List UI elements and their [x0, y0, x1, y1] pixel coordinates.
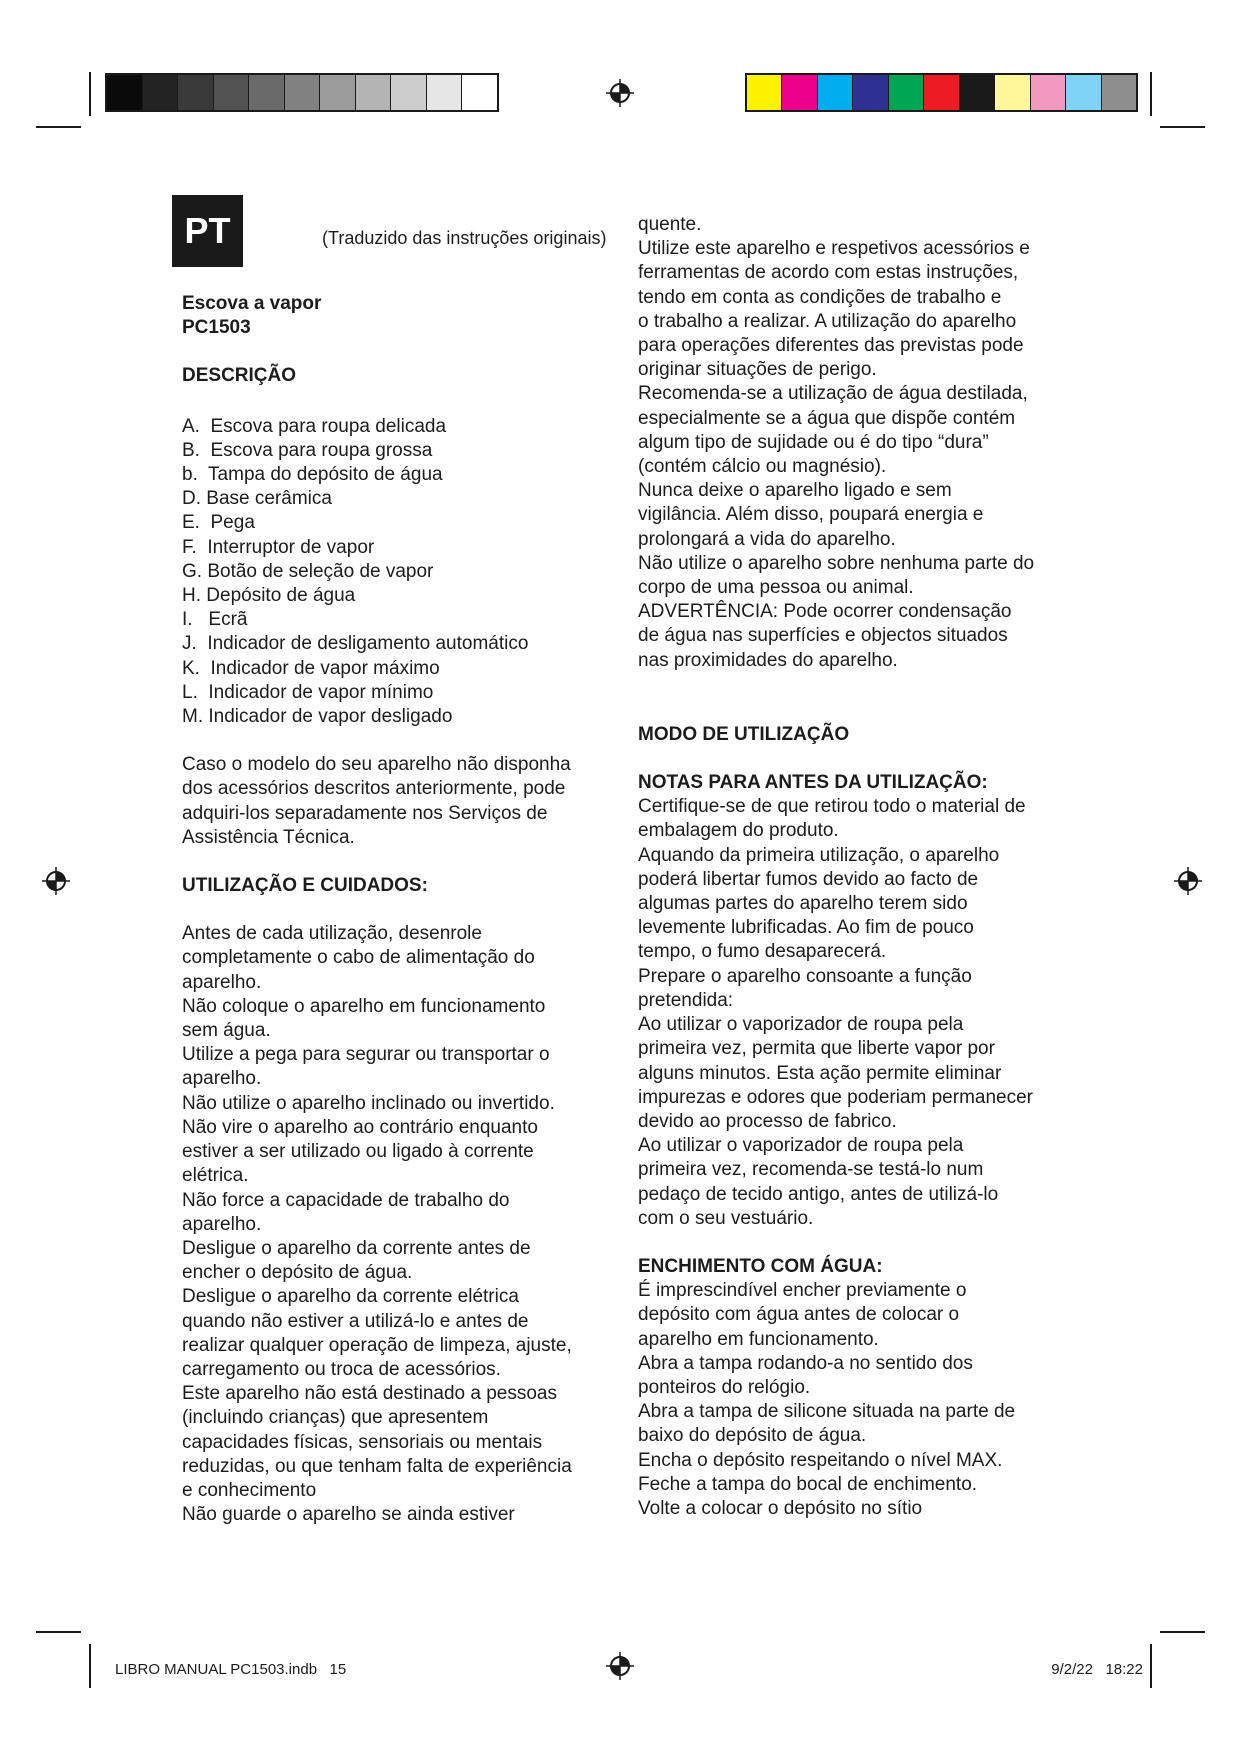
parts-list-item: D. Base cerâmica — [182, 488, 332, 510]
text-line: alguns minutos. Esta ação permite eliminar — [638, 1062, 1002, 1084]
text-line: É imprescindível encher previamente o — [638, 1280, 967, 1302]
color-swatch — [320, 75, 356, 110]
registration-mark-icon — [41, 866, 71, 896]
color-swatch — [747, 75, 782, 110]
parts-list-item: b. Tampa do depósito de água — [182, 464, 443, 486]
color-swatch — [1031, 75, 1066, 110]
text-line: impurezas e odores que poderiam permanecer — [638, 1086, 1033, 1108]
parts-list-item: G. Botão de seleção de vapor — [182, 560, 434, 582]
text-line: algum tipo de sujidade ou é do tipo “dura” — [638, 431, 989, 453]
parts-list — [182, 415, 622, 730]
text-line: Desligue o aparelho da corrente elétrica — [182, 1286, 519, 1308]
text-line: e conhecimento — [182, 1479, 317, 1501]
text-line: baixo do depósito de água. — [638, 1425, 867, 1447]
text-line: Feche a tampa do bocal de enchimento. — [638, 1473, 978, 1495]
text-line: de água nas superfícies e objectos situados — [638, 625, 1008, 647]
crop-mark — [89, 1644, 91, 1688]
section-heading-descricao: DESCRIÇÃO — [182, 365, 297, 387]
text-line: carregamento ou troca de acessórios. — [182, 1358, 501, 1380]
color-swatch — [960, 75, 995, 110]
color-swatch — [924, 75, 959, 110]
text-line: Não guarde o aparelho se ainda estiver — [182, 1504, 515, 1526]
text-line: com o seu vestuário. — [638, 1207, 814, 1229]
product-model: PC1503 — [182, 317, 251, 339]
text-line: ferramentas de acordo com estas instruções, — [638, 262, 1019, 284]
parts-list-item: M. Indicador de vapor desligado — [182, 706, 453, 728]
crop-mark — [89, 72, 91, 116]
text-line: o trabalho a realizar. A utilização do aparelho — [638, 310, 1017, 332]
text-line: para operações diferentes das previstas pode — [638, 335, 1024, 357]
text-line: Abra a tampa de silicone situada na parte de — [638, 1401, 1016, 1423]
color-swatch — [249, 75, 285, 110]
color-swatch — [995, 75, 1030, 110]
text-line: (incluindo crianças) que apresentem — [182, 1407, 489, 1429]
color-swatch — [853, 75, 888, 110]
registration-mark-icon — [605, 78, 635, 108]
accessories-note — [182, 753, 622, 850]
color-swatch — [818, 75, 853, 110]
text-line: algumas partes do aparelho terem sido — [638, 893, 968, 915]
parts-list-item: I. Ecrã — [182, 609, 248, 631]
text-line: sem água. — [182, 1020, 271, 1042]
text-line: adquiri-los separadamente nos Serviços de — [182, 802, 548, 824]
translation-note: (Traduzido das instruções originais) — [322, 228, 607, 248]
notes-text — [638, 795, 1088, 1231]
parts-list-item: F. Interruptor de vapor — [182, 536, 375, 558]
text-line: ADVERTÊNCIA: Pode ocorrer condensação — [638, 601, 1012, 623]
color-swatch — [462, 75, 497, 110]
text-line: Prepare o aparelho consoante a função — [638, 965, 972, 987]
text-line: Utilize este aparelho e respetivos acessórios e — [638, 238, 1030, 260]
color-swatch — [427, 75, 463, 110]
parts-list-item: J. Indicador de desligamento automático — [182, 633, 529, 655]
parts-list-item: H. Depósito de água — [182, 585, 356, 607]
parts-list-item: E. Pega — [182, 512, 255, 534]
text-line: corpo de uma pessoa ou animal. — [638, 577, 914, 599]
text-line: aparelho em funcionamento. — [638, 1328, 879, 1350]
parts-list-item: L. Indicador de vapor mínimo — [182, 681, 434, 703]
product-name: Escova a vapor — [182, 293, 322, 314]
crop-mark — [1150, 1644, 1152, 1688]
text-line: tempo, o fumo desaparecerá. — [638, 941, 887, 963]
text-line: dos acessórios descritos anteriormente, pode — [182, 778, 566, 800]
text-line: Assistência Técnica. — [182, 826, 355, 848]
registration-mark-icon — [1173, 866, 1203, 896]
continued-text — [638, 213, 1088, 673]
text-line: reduzidas, ou que tenham falta de experiência — [182, 1455, 572, 1477]
color-swatch — [1102, 75, 1136, 110]
text-line: encher o depósito de água. — [182, 1262, 413, 1284]
color-swatch — [782, 75, 817, 110]
text-line: poderá libertar fumos devido ao facto de — [638, 868, 979, 890]
footer-file-info: LIBRO MANUAL PC1503.indb 15 — [115, 1661, 347, 1678]
filling-text — [638, 1279, 1088, 1521]
text-line: Ao utilizar o vaporizador de roupa pela — [638, 1135, 964, 1157]
color-swatch — [1066, 75, 1101, 110]
color-swatch — [285, 75, 321, 110]
text-line: Este aparelho não está destinado a pessoas — [182, 1383, 557, 1405]
text-line: aparelho. — [182, 971, 262, 993]
section-heading-modo: MODO DE UTILIZAÇÃO — [638, 723, 850, 745]
color-swatch — [889, 75, 924, 110]
text-line: primeira vez, recomenda-se testá-lo num — [638, 1159, 984, 1181]
text-line: Recomenda-se a utilização de água destilada, — [638, 383, 1028, 405]
text-line: Aquando da primeira utilização, o aparelho — [638, 844, 1000, 866]
parts-list-item: B. Escova para roupa grossa — [182, 439, 433, 461]
text-line: Certifique-se de que retirou todo o material de — [638, 796, 1026, 818]
grayscale-calibration-bar — [105, 73, 499, 112]
text-line: vigilância. Além disso, poupará energia e — [638, 504, 984, 526]
text-line: Não vire o aparelho ao contrário enquanto — [182, 1116, 538, 1138]
text-line: Não utilize o aparelho inclinado ou invertido. — [182, 1092, 555, 1114]
right-column — [638, 213, 1088, 1521]
text-line: depósito com água antes de colocar o — [638, 1304, 960, 1326]
color-swatch — [214, 75, 250, 110]
section-heading-enchimento: ENCHIMENTO COM ÁGUA: — [638, 1255, 883, 1277]
crop-mark — [1150, 72, 1152, 116]
color-calibration-bar — [745, 73, 1138, 112]
text-line: quente. — [638, 214, 702, 235]
text-line: aparelho. — [182, 1068, 262, 1090]
text-line: elétrica. — [182, 1165, 249, 1187]
text-line: quando não estiver a utilizá-lo e antes de — [182, 1310, 529, 1332]
text-line: Não force a capacidade de trabalho do — [182, 1189, 510, 1211]
parts-list-item: K. Indicador de vapor máximo — [182, 657, 440, 679]
usage-care-text — [182, 922, 622, 1527]
crop-mark — [36, 1631, 81, 1633]
crop-mark — [36, 126, 81, 128]
color-swatch — [107, 75, 143, 110]
text-line: Não utilize o aparelho sobre nenhuma parte do — [638, 552, 1035, 574]
language-badge: PT — [172, 195, 243, 267]
text-line: (contém cálcio ou magnésio). — [638, 456, 887, 478]
text-line: Encha o depósito respeitando o nível MAX. — [638, 1449, 1003, 1471]
color-swatch — [356, 75, 392, 110]
section-heading-notas: NOTAS PARA ANTES DA UTILIZAÇÃO: — [638, 772, 988, 794]
crop-mark — [1160, 126, 1205, 128]
text-line: completamente o cabo de alimentação do — [182, 947, 535, 969]
registration-mark-icon — [605, 1651, 635, 1681]
text-line: pedaço de tecido antigo, antes de utilizá-lo — [638, 1183, 999, 1205]
text-line: realizar qualquer operação de limpeza, ajuste, — [182, 1334, 572, 1356]
text-line: Utilize a pega para segurar ou transportar o — [182, 1044, 550, 1066]
text-line: ponteiros do relógio. — [638, 1376, 811, 1398]
text-line: aparelho. — [182, 1213, 262, 1235]
text-line: Volte a colocar o depósito no sítio — [638, 1497, 923, 1519]
text-line: originar situações de perigo. — [638, 359, 877, 381]
text-line: devido ao processo de fabrico. — [638, 1110, 897, 1132]
section-heading-uso: UTILIZAÇÃO E CUIDADOS: — [182, 875, 428, 897]
text-line: Não coloque o aparelho em funcionamento — [182, 995, 546, 1017]
text-line: primeira vez, permita que liberte vapor por — [638, 1038, 995, 1060]
text-line: Ao utilizar o vaporizador de roupa pela — [638, 1014, 964, 1036]
text-line: capacidades físicas, sensoriais ou mentais — [182, 1431, 543, 1453]
color-swatch — [178, 75, 214, 110]
left-column — [182, 292, 622, 1527]
color-swatch — [391, 75, 427, 110]
text-line: prolongará a vida do aparelho. — [638, 528, 896, 550]
text-line: Caso o modelo do seu aparelho não disponha — [182, 754, 571, 776]
footer-timestamp: 9/2/22 18:22 — [1051, 1661, 1143, 1678]
parts-list-item: A. Escova para roupa delicada — [182, 415, 447, 437]
text-line: Nunca deixe o aparelho ligado e sem — [638, 480, 952, 502]
crop-mark — [1160, 1631, 1205, 1633]
color-swatch — [143, 75, 179, 110]
text-line: Desligue o aparelho da corrente antes de — [182, 1237, 531, 1259]
text-line: levemente lubrificadas. Ao fim de pouco — [638, 917, 974, 939]
text-line: tendo em conta as condições de trabalho e — [638, 286, 1002, 308]
text-line: embalagem do produto. — [638, 820, 839, 842]
text-line: nas proximidades do aparelho. — [638, 649, 898, 671]
text-line: estiver a ser utilizado ou ligado à corrente — [182, 1141, 534, 1163]
text-line: pretendida: — [638, 989, 734, 1011]
text-line: Abra a tampa rodando-a no sentido dos — [638, 1352, 973, 1374]
text-line: especialmente se a água que dispõe contém — [638, 407, 1016, 429]
text-line: Antes de cada utilização, desenrole — [182, 923, 482, 945]
